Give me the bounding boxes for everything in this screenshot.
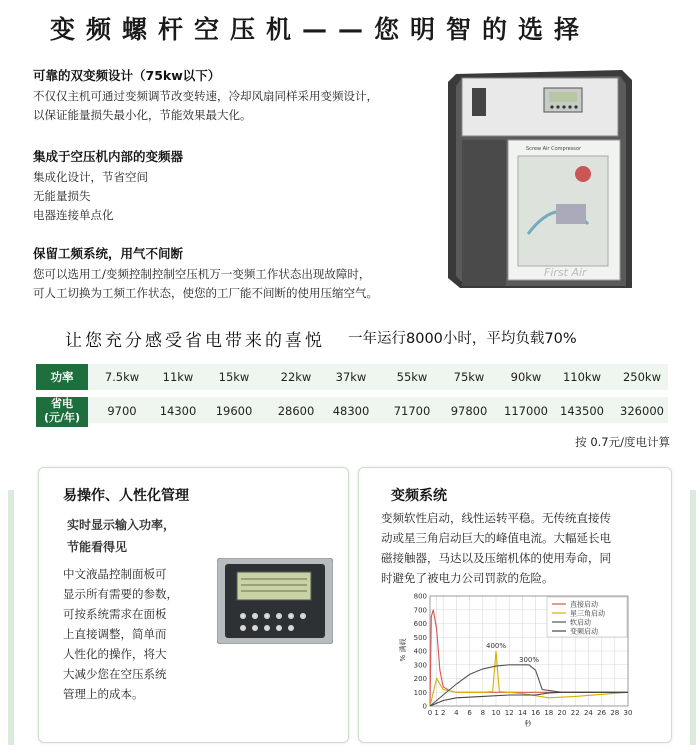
x-axis-label: 秒: [524, 720, 532, 728]
power-cell: 250kw: [622, 370, 661, 384]
saving-cell: 48300: [332, 404, 370, 418]
ease-of-use-panel: [38, 467, 349, 743]
power-cell: 15kw: [218, 370, 250, 384]
section-line: 集成化设计，节省空间: [33, 170, 148, 184]
x-tick-label: 4: [454, 709, 459, 717]
legend-label: 软启动: [570, 618, 591, 627]
panel-line: 变频软性启动，线性运转平稳。无传统直接传: [381, 511, 611, 525]
chart-legend: [547, 597, 627, 637]
feature-section-3: [33, 244, 453, 303]
saving-cell: 117000: [504, 404, 548, 418]
y-tick-label: 600: [413, 620, 427, 628]
section-heading: 集成于空压机内部的变频器: [33, 149, 184, 164]
panel-line: 动或星三角启动巨大的峰值电流。大幅延长电: [381, 531, 611, 545]
x-tick-label: 12: [504, 709, 514, 717]
panel-line: 显示所有需要的参数，: [63, 587, 178, 601]
legend-label: 直接启动: [570, 600, 598, 609]
panel-highlight: 实时显示输入功率，: [67, 518, 176, 532]
power-cell: 37kw: [335, 370, 367, 384]
x-tick-label: 28: [610, 709, 620, 717]
machine-logo: First Air: [544, 266, 587, 279]
panel-line: 上直接调整，简单而: [63, 627, 167, 641]
x-tick-label: 22: [570, 709, 580, 717]
power-cell: 75kw: [453, 370, 485, 384]
x-tick-label: 10: [491, 709, 501, 717]
power-cell: 110kw: [562, 370, 601, 384]
compressor-machine-image: [448, 64, 634, 292]
x-tick-label: 0: [427, 709, 433, 717]
saving-cell: 143500: [560, 404, 604, 418]
x-tick-label: 8: [480, 709, 486, 717]
panel-line: 时避免了被电力公司罚款的危险。: [381, 571, 554, 585]
panel-heading: 变频系统: [391, 488, 447, 504]
x-tick-label: 1: [434, 709, 439, 717]
panel-line: 中文液晶控制面板可: [63, 567, 167, 581]
x-tick-label: 14: [517, 709, 527, 717]
page-title: 变频螺杆空压机——您明智的选择: [50, 15, 591, 44]
legend-label: 星三角启动: [570, 609, 605, 618]
power-cell: 90kw: [510, 370, 542, 384]
x-tick-label: 30: [623, 709, 633, 717]
power-cell: 11kw: [162, 370, 194, 384]
panel-line: 大减少您在空压系统: [63, 667, 167, 681]
x-tick-label: 26: [597, 709, 607, 717]
x-tick-label: 24: [583, 709, 593, 717]
saving-cell: 19600: [215, 404, 253, 418]
section-line: 不仅仅主机可通过变频调节改变转速，冷却风扇同样采用变频设计，: [33, 89, 378, 103]
section-line: 您可以选用工/变频控制控制空压机万一变频工作状态出现故障时，: [33, 267, 371, 281]
panel-line: 人性化的操作，将大: [63, 647, 167, 661]
lcd-control-panel-image: [217, 558, 333, 644]
start-current-chart: [396, 588, 646, 728]
power-cell: 7.5kw: [104, 370, 140, 384]
x-tick-label: 18: [544, 709, 554, 717]
section-heading: 可靠的双变频设计（75kw以下）: [33, 68, 221, 83]
saving-cell: 9700: [107, 404, 137, 418]
y-tick-label: 100: [413, 688, 427, 697]
power-cell: 55kw: [396, 370, 428, 384]
series-line: [430, 665, 628, 706]
feature-section-1: [33, 66, 453, 125]
x-tick-label: 20: [557, 709, 567, 717]
saving-cell: 97800: [450, 404, 488, 418]
section-line: 以保证能量损失最小化，节能效果最大化。: [33, 108, 252, 122]
y-tick-label: 0: [422, 702, 427, 711]
y-tick-label: 300: [413, 661, 427, 670]
y-tick-label: 800: [413, 592, 427, 601]
saving-cell: 28600: [277, 404, 315, 418]
section-line: 无能量损失: [33, 189, 91, 203]
saving-cell: 326000: [620, 404, 664, 418]
section-heading: 保留工频系统，用气不间断: [33, 246, 184, 261]
x-tick-label: 2: [440, 709, 446, 717]
panel-line: 管理上的成本。: [63, 687, 144, 701]
y-tick-label: 400: [413, 647, 427, 656]
decor-line: [690, 490, 696, 745]
machine-panel-label: Screw Air Compressor: [526, 146, 582, 152]
saving-label-line1: 省电: [51, 397, 73, 410]
savings-subtitle: 一年运行8000小时，平均负载70%: [348, 331, 577, 347]
panel-line: 可按系统需求在面板: [63, 607, 167, 621]
section-line: 电器连接单点化: [33, 208, 114, 222]
panel-line: 磁接触器，马达以及压缩机体的使用寿命，同: [381, 551, 611, 565]
power-label: 功率: [36, 364, 88, 390]
saving-cell: 14300: [159, 404, 197, 418]
decor-line: [8, 490, 14, 745]
feature-section-2: [33, 147, 453, 225]
x-tick-label: 6: [467, 709, 472, 717]
y-tick-label: 500: [413, 633, 427, 642]
section-line: 可人工切换为工频工作状态，使您的工厂能不间断的使用压缩空气。: [33, 286, 378, 300]
legend-label: 变频启动: [570, 627, 598, 636]
panel-highlight: 节能看得见: [67, 540, 128, 554]
annotation-label: 400%: [485, 642, 507, 650]
saving-label-line2: (元/年): [43, 411, 81, 424]
power-cell: 22kw: [280, 370, 312, 384]
annotation-label: 300%: [518, 655, 540, 664]
price-note: 按 0.7元/度电计算: [575, 435, 670, 449]
saving-cell: 71700: [393, 404, 431, 418]
y-tick-label: 200: [413, 675, 427, 683]
y-axis-label: % 满载: [399, 638, 407, 662]
y-tick-label: 700: [413, 606, 427, 615]
savings-title: 让您充分感受省电带来的喜悦: [65, 331, 325, 351]
panel-heading: 易操作、人性化管理: [63, 488, 189, 504]
saving-label: [36, 397, 88, 427]
x-tick-label: 16: [531, 709, 541, 717]
